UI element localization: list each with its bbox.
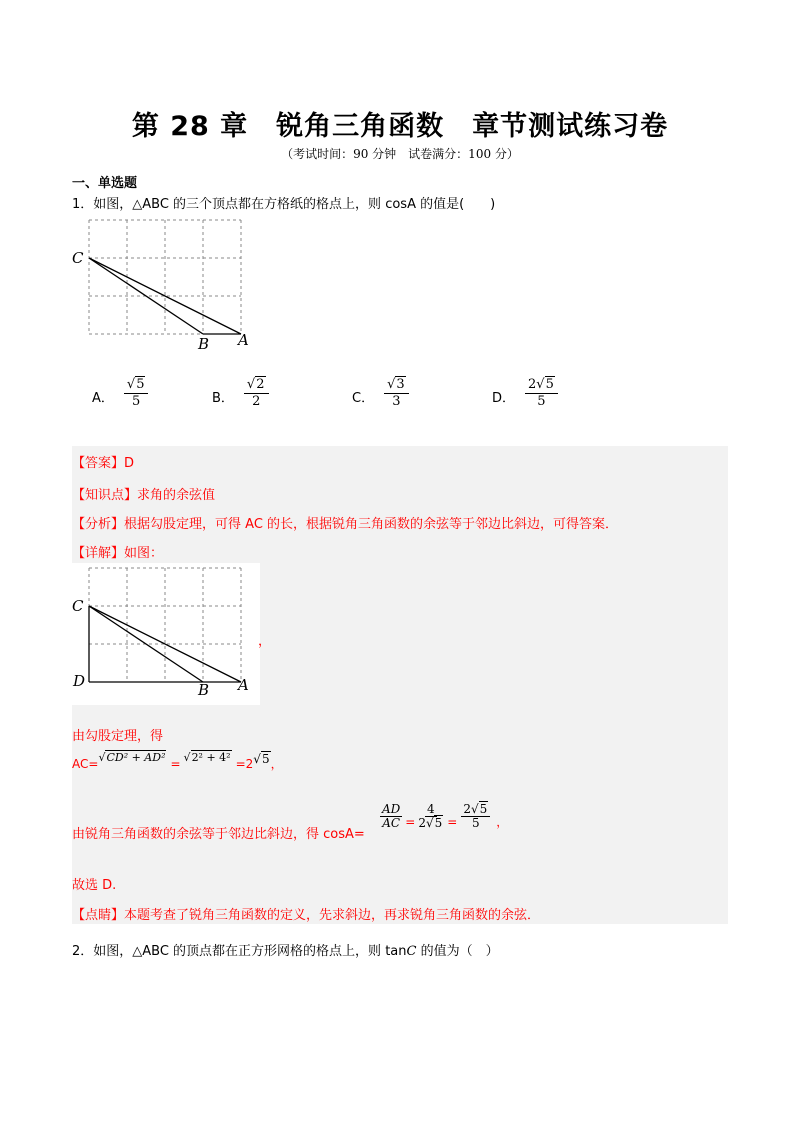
question-2-text: 2．如图，△ABC 的顶点都在正方形网格的格点上，则 tanC 的值为（ ） bbox=[72, 944, 499, 959]
conclusion-line: 故选 D. bbox=[72, 878, 117, 893]
question-1-text: 1．如图，△ABC 的三个顶点都在方格纸的格点上，则 cosA 的值是( ) bbox=[72, 197, 496, 212]
solution-vertex-b-label: B bbox=[198, 681, 210, 699]
option-d[interactable]: D． $\frac{2√5}{5}$ bbox=[492, 378, 558, 408]
step-cosine-text: 由锐角三角函数的余弦等于邻边比斜边，得 cosA= bbox=[72, 827, 365, 842]
option-a-fraction: $\frac{√5}{5}$ bbox=[124, 378, 149, 408]
answer-line: 【答案】D bbox=[72, 456, 135, 471]
knowledge-line: 【知识点】求角的余弦值 bbox=[72, 488, 216, 503]
solution-figure bbox=[70, 563, 260, 705]
solution-vertex-c-label: C bbox=[72, 597, 84, 615]
vertex-c-label: C bbox=[72, 249, 84, 267]
solution-vertex-a-label: A bbox=[238, 676, 249, 694]
solution-grid-diagram bbox=[70, 563, 260, 705]
solution-vertex-d-label: D bbox=[73, 672, 86, 690]
grid-triangle-diagram bbox=[70, 215, 260, 355]
option-c-fraction: $\frac{√3}{3}$ bbox=[384, 378, 409, 408]
option-c[interactable]: C． $\frac{√3}{3}$ bbox=[352, 378, 409, 408]
step-pythagoras: 由勾股定理，得 bbox=[72, 729, 164, 744]
exam-info: （考试时间：90 分钟 试卷满分：100 分） bbox=[281, 147, 519, 161]
ac-formula: AC= √CD² + AD² = √2² + 4² =2 √5 ， bbox=[72, 751, 283, 771]
section-heading: 一、单选题 bbox=[72, 176, 138, 191]
detail-line: 【详解】如图： bbox=[72, 546, 164, 561]
analysis-line: 【分析】根据勾股定理，可得 AC 的长，根据锐角三角函数的余弦等于邻边比斜边，可得答案． bbox=[72, 517, 619, 532]
option-d-fraction: $\frac{2√5}{5}$ bbox=[525, 378, 558, 408]
page-title: 第 28 章 锐角三角函数 章节测试练习卷 bbox=[131, 111, 669, 142]
vertex-b-label: B bbox=[198, 335, 210, 353]
figure-comma: ， bbox=[258, 634, 272, 649]
option-a[interactable]: A． $\frac{√5}{5}$ bbox=[92, 378, 148, 408]
option-b[interactable]: B． $\frac{√2}{2}$ bbox=[212, 378, 269, 408]
question-1-figure bbox=[70, 215, 260, 355]
option-b-fraction: $\frac{√2}{2}$ bbox=[244, 378, 269, 408]
comment-line: 【点睛】本题考查了锐角三角函数的定义，先求斜边，再求锐角三角函数的余弦． bbox=[72, 908, 541, 923]
answer-value: D bbox=[124, 456, 135, 471]
vertex-a-label: A bbox=[238, 331, 249, 349]
cos-formula: $\frac{AD}{AC}$ = $\frac{4}{2√5}$ = $\frac{2√5}{5}$ ， bbox=[382, 802, 509, 831]
